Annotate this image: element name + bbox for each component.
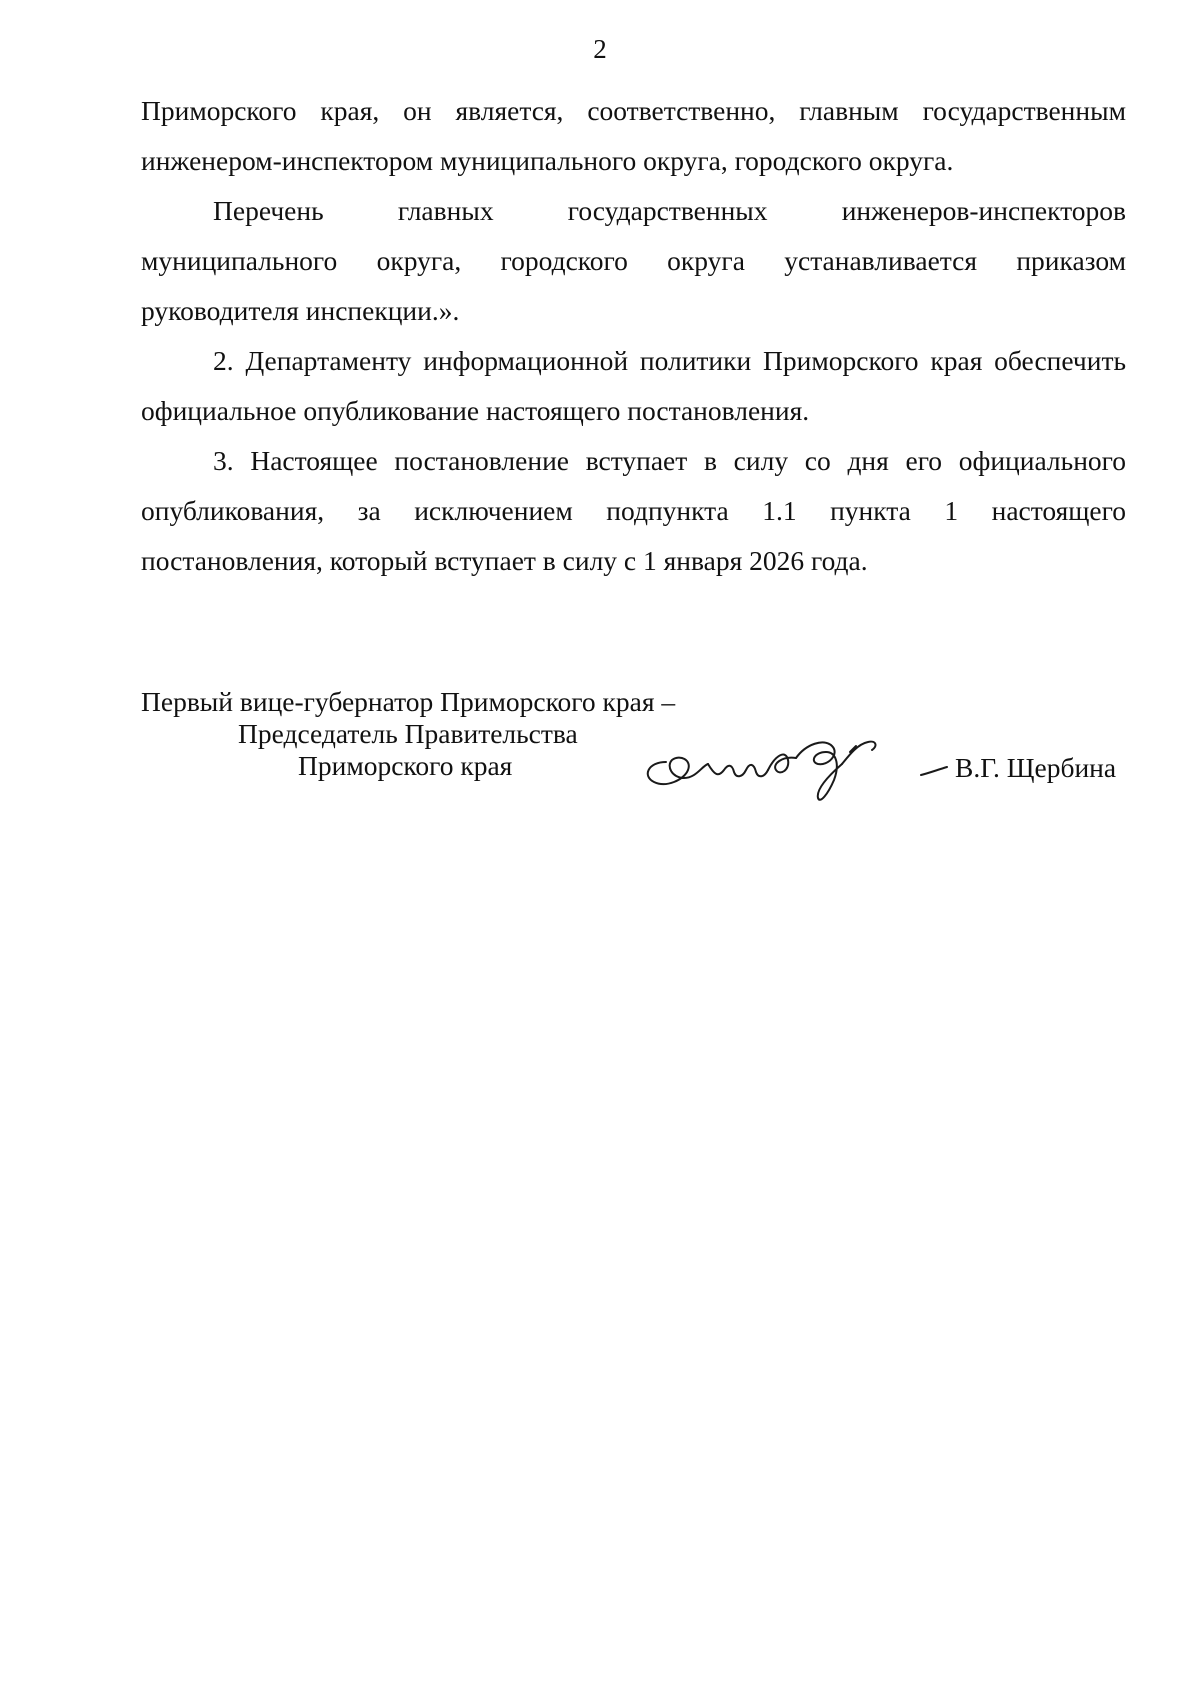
paragraph-item-2: 2. Департаменту информационной политики Приморского края обеспечить официальное опубликование настоящего постановления. <box>141 345 1126 426</box>
signer-name-text: В.Г. Щербина <box>955 752 1117 783</box>
document-body <box>141 86 1126 586</box>
signer-title-line-1: Первый вице-губернатор Приморского края – <box>141 686 676 717</box>
signer-title-line-2: Председатель Правительства <box>238 718 578 749</box>
signer-title-line-3: Приморского края <box>298 750 513 781</box>
signature-block <box>141 686 1126 806</box>
signature-dash-icon <box>919 765 949 777</box>
paragraph-continuation: Приморского края, он является, соответственно, главным государственным инженером-инспектором муниципального округа, городского округа. <box>141 95 1126 176</box>
paragraph-item-3: 3. Настоящее постановление вступает в силу со дня его официального опубликования, за исключением подпункта 1.1 пункта 1 настоящего постановления, который вступает в силу с 1 января 2026 года. <box>141 445 1126 576</box>
handwritten-signature <box>636 724 906 814</box>
page-number: 2 <box>593 34 607 64</box>
paragraph-inspectors-list: Перечень главных государственных инженеров-инспекторов муниципального округа, городского округа устанавливается приказом руководителя инспекции.». <box>141 195 1126 326</box>
signer-name <box>919 752 1116 784</box>
